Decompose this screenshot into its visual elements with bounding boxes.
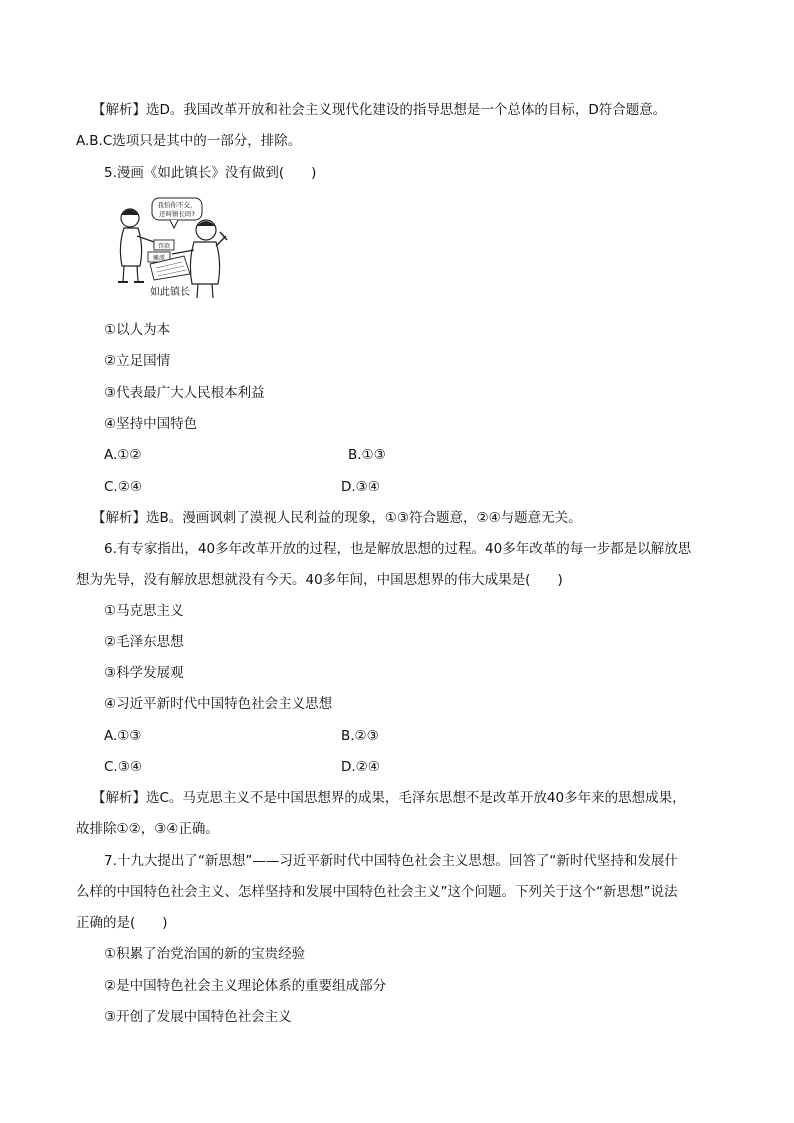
q5-option-d: D.③④ [341,479,380,495]
q7-stem-line-1: 7.十九大提出了“新思想”——习近平新时代中国特色社会主义思想。回答了“新时代坚持和发展什 [104,853,678,869]
q6-analysis-line-2: 故排除①②，③④正确。 [76,821,219,837]
q7-item-1: ①积累了治党治国的新的宝贵经验 [104,946,306,962]
q5-stem: 5.漫画《如此镇长》没有做到( ) [104,165,317,181]
q6-option-c: C.③④ [104,759,142,775]
q6-option-d: D.②④ [341,759,380,775]
q5-option-b: B.①③ [348,447,386,463]
q6-item-3: ③科学发展观 [104,665,184,681]
q4-analysis-line-2: A.B.C选项只是其中的一部分，排除。 [76,133,302,149]
q6-item-2: ②毛泽东思想 [104,634,184,650]
q6-option-b: B.②③ [341,728,379,744]
q7-stem-line-3: 正确的是( ) [76,915,168,931]
q6-option-a: A.①③ [104,728,142,744]
cartoon-caption: 如此镇长 [150,287,190,298]
q5-item-2: ②立足国情 [104,353,171,369]
q5-item-4: ④坚持中国特色 [104,416,198,432]
q7-item-3: ③开创了发展中国特色社会主义 [104,1009,292,1025]
q5-item-3: ③代表最广大人民根本利益 [104,385,265,401]
q6-item-1: ①马克思主义 [104,603,184,619]
tag-penalty: 罚款 [157,243,171,250]
q7-item-2: ②是中国特色社会主义理论体系的重要组成部分 [104,978,387,994]
q5-item-1: ①以人为本 [104,322,171,338]
q6-analysis-line-1: 【解析】选C。马克思主义不是中国思想界的成果，毛泽东思想不是改革开放40多年来的思想成果， [92,790,686,806]
q6-stem-line-1: 6.有专家指出，40多年改革开放的过程，也是解放思想的过程。40多年改革的每一步都是以解放思 [104,541,692,557]
tag-levy: 摊派 [152,255,166,262]
bubble-line-1: 我怕你不交， [157,201,197,209]
q5-analysis: 【解析】选B。漫画讽刺了漠视人民利益的现象，①③符合题意，②④与题意无关。 [92,510,582,526]
q6-stem-line-2: 想为先导，没有解放思想就没有今天。40多年间，中国思想界的伟大成果是( ) [76,572,563,588]
q5-option-a: A.①② [104,447,142,463]
q7-stem-line-2: 么样的中国特色社会主义、怎样坚持和发展中国特色社会主义”这个问题。下列关于这个“新思想”说法 [76,884,678,900]
q6-item-4: ④习近平新时代中国特色社会主义思想 [104,696,333,712]
bubble-line-2: 还叫镇长吗? [159,210,195,218]
q4-analysis-line-1: 【解析】选D。我国改革开放和社会主义现代化建设的指导思想是一个总体的目标，D符合题意。 [92,102,667,118]
q5-option-c: C.②④ [104,479,142,495]
